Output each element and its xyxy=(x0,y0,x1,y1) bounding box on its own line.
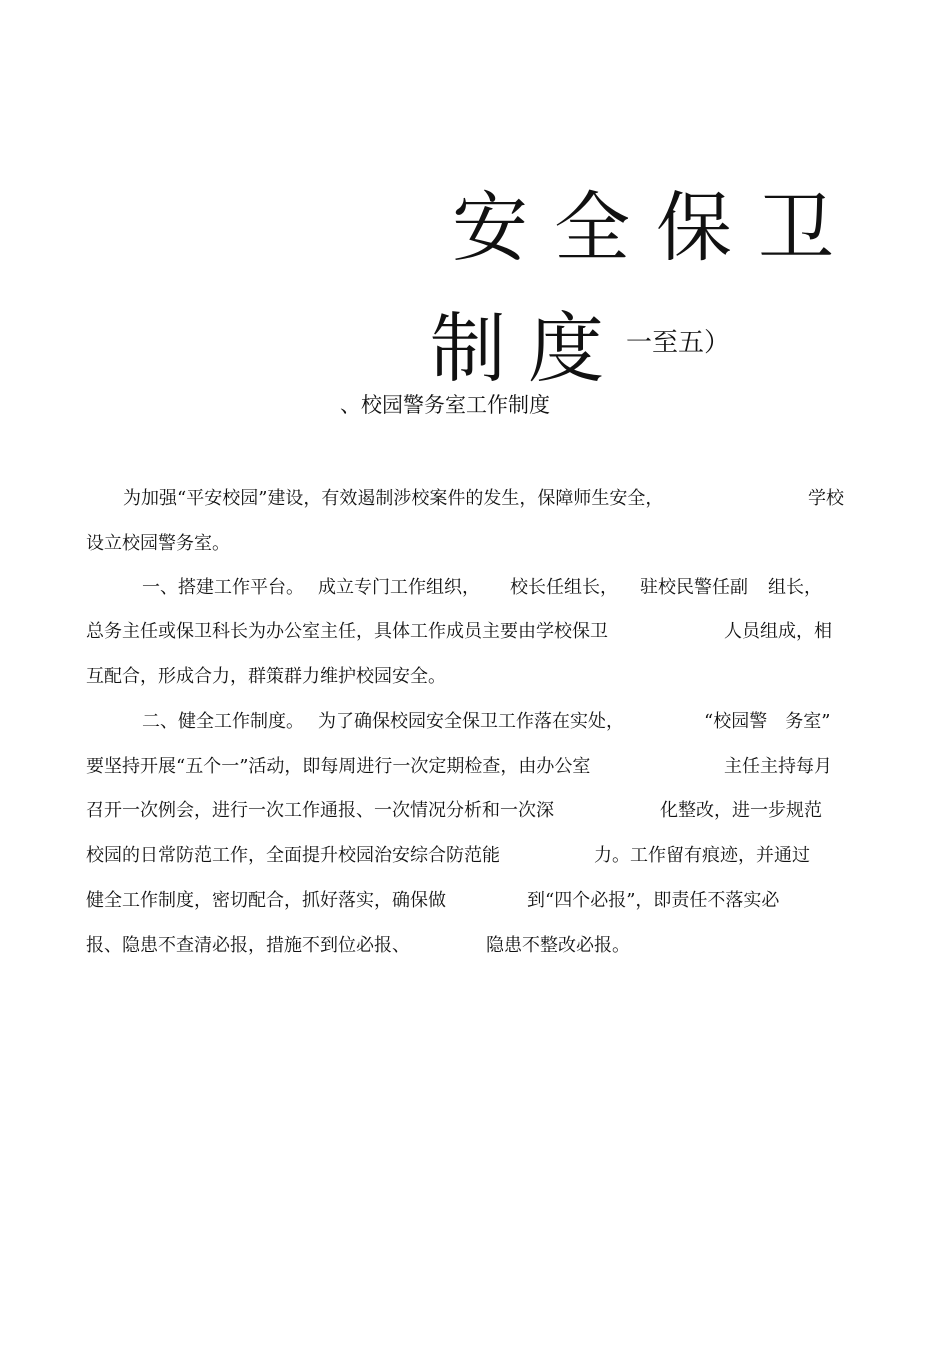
text-run: 二、健全工作制度。 xyxy=(142,711,304,732)
text-run: 校长任组长， xyxy=(510,577,618,598)
paragraph-line xyxy=(527,888,779,914)
paragraph-line xyxy=(86,754,590,780)
text-run: 报、隐患不查清必报，措施不到位必报、 xyxy=(86,935,410,956)
text-run: 校园的日常防范工作，全面提升校园治安综合防范能 xyxy=(86,845,500,866)
text-run: 成立专门工作组织， xyxy=(318,577,480,598)
paragraph-line xyxy=(123,486,663,512)
paragraph-line xyxy=(594,843,810,869)
text-run: “校园警 xyxy=(704,711,768,732)
text-run: 组长， xyxy=(768,577,822,598)
paragraph-line xyxy=(86,843,500,869)
text-run: 互配合，形成合力，群策群力维护校园安全。 xyxy=(86,666,446,687)
paragraph-line xyxy=(724,754,832,780)
paragraph-line xyxy=(86,664,446,690)
text-run: 为了确保校园安全保卫工作落在实处， xyxy=(318,711,624,732)
text-run: 人员组成，相 xyxy=(724,621,832,642)
text-run: 务室” xyxy=(785,711,831,732)
paragraph-line xyxy=(86,933,410,959)
section-heading: 、校园警务室工作制度 xyxy=(340,393,550,417)
document-title-suffix: 一至五） xyxy=(626,328,731,358)
paragraph-line xyxy=(486,933,630,959)
text-run: 总务主任或保卫科长为办公室主任，具体工作成员主要由学校保卫 xyxy=(86,621,608,642)
document-title-main: 制度 xyxy=(430,304,626,393)
paragraph-line xyxy=(724,619,832,645)
paragraph-line xyxy=(142,575,822,601)
paragraph-line xyxy=(142,709,624,735)
text-run: 一、搭建工作平台。 xyxy=(142,577,304,598)
text-run: 化整改，进一步规范 xyxy=(660,800,822,821)
paragraph-line xyxy=(86,888,446,914)
text-run: 主任主持每月 xyxy=(724,756,832,777)
paragraph-line xyxy=(86,531,230,557)
text-run: 学校 xyxy=(808,488,844,509)
document-title-line1: 安全保卫 xyxy=(452,183,860,272)
text-run: 为加强“平安校园”建设，有效遏制涉校案件的发生，保障师生安全， xyxy=(123,488,664,509)
paragraph-line xyxy=(660,798,822,824)
paragraph-line xyxy=(86,798,554,824)
text-run: 驻校民警任副 xyxy=(640,577,748,598)
text-run: 隐患不整改必报。 xyxy=(486,935,630,956)
text-run: 召开一次例会，进行一次工作通报、一次情况分析和一次深 xyxy=(86,800,554,821)
paragraph-line xyxy=(704,709,830,735)
text-run: 设立校园警务室。 xyxy=(86,533,230,554)
paragraph-line xyxy=(808,486,844,512)
text-run: 力。工作留有痕迹，并通过 xyxy=(594,845,810,866)
paragraph-line xyxy=(86,619,608,645)
text-run: 要坚持开展“五个一”活动，即每周进行一次定期检查，由办公室 xyxy=(86,756,591,777)
text-run: 健全工作制度，密切配合，抓好落实，确保做 xyxy=(86,890,446,911)
text-run: 到“四个必报”，即责任不落实必 xyxy=(527,890,780,911)
